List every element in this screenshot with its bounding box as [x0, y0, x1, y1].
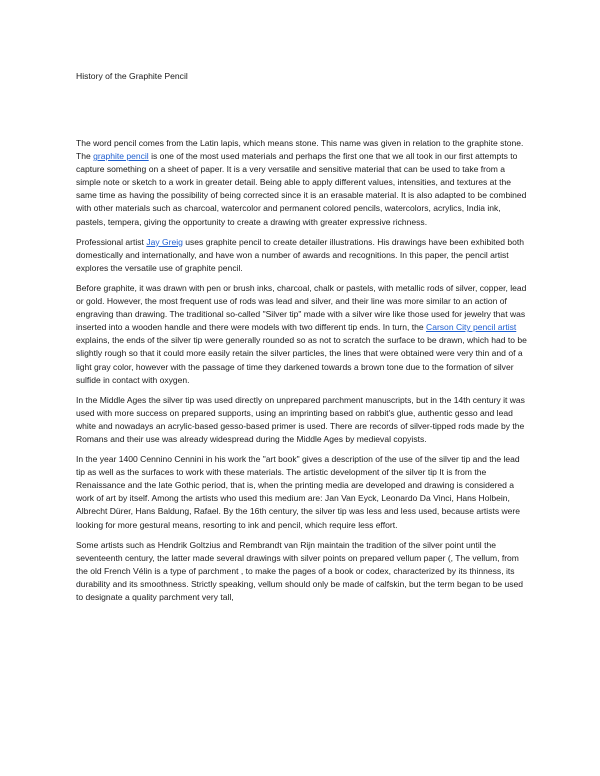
graphite-pencil-link[interactable]: graphite pencil [93, 151, 149, 162]
paragraph-2-text-before: Professional artist [76, 236, 147, 247]
paragraph-4: In the Middle Ages the silver tip was used directly on unprepared parchment manuscripts, but in the 14th century it was used with more success on prepared supports, using an imprinting based on rabbit's glue, authentic gesso and lead white and nowadays an acrylic-based gesso-based primer is used. There are records of silver-tipped rods made by the Romans and their use was already widespread during the Middle Ages by medieval copyists. [76, 394, 525, 444]
paragraph-5: In the year 1400 Cennino Cennini in his work the "art book" gives a description of the use of the silver tip and the lead tip as well as the surfaces to work with these materials. The artistic development of the silver tip It is from the Renaissance and the late Gothic period, that is, when the printing media are developed and drawing is considered a work of art by itself. Among the artists who used this medium are: Jan Van Eyck, Leonardo Da Vinci, Hans Holbein, Albrecht Dürer, Hans Baldung, Rafael. By the 16th century, the silver tip was less and less used, because artists were looking for more gestural means, resorting to ink and pencil, which require less effort. [76, 454, 521, 530]
paragraph-1-text-before: The word pencil comes from the Latin lapis, which means stone. This name was given in relation to the graphite stone. The [76, 138, 524, 162]
jay-greig-link[interactable]: Jay Greig [146, 236, 183, 247]
document-title: History of the Graphite Pencil [76, 71, 188, 81]
paragraph-1 [76, 137, 530, 229]
paragraph-6: Some artists such as Hendrik Goltzius and Rembrandt van Rijn maintain the tradition of the silver point until the seventeenth century, the latter made several drawings with silver points on prepared vellum paper (, The vellum, from the old French Vélin is a type of parchment , to make the pages of a book or codex, characterized by its thinness, its durability and its smoothness. Strictly speaking, vellum should only be made of calfskin, but the term began to be used to designate a quality parchment very tall, [76, 539, 524, 602]
paragraph-3-text-after: explains, the ends of the silver tip were generally rounded so as not to scratch the surface to be drawn, which had to be slightly rough so that it could more easily retain the silver particles, the lines that were obtained were very thin and of a light gray color, however with the passage of time they darkened towards a brown tone due to the formation of silver sulfide in contact with oxygen. [76, 335, 527, 385]
carson-city-pencil-artist-link[interactable]: Carson City pencil artist [426, 322, 517, 333]
paragraph-3 [76, 282, 530, 387]
paragraph-1-text-after: is one of the most used materials and perhaps the first one that we all took in our first attempts to capture something on a sheet of paper. It is a very versatile and sensitive material that can be used to take from a simple note or sketch to a work in greater detail. Being able to apply different values, intensities, and textures at the same time as having the possibility of being corrected since it is an erasable material. It is also adapted to be combined with other materials such as charcoal, watercolor and permanent colored pencils, watercolors, acrylics, India ink, pastels, tempera, giving the opportunity to create a drawing with greater expressive richness. [76, 151, 527, 227]
document-body [76, 137, 530, 611]
paragraph-2-text-after: uses graphite pencil to create detailer illustrations. His drawings have been exhibited both domestically and internationally, and have won a number of awards and recognitions. In this paper, the pencil artist explores the versatile use of graphite pencil. [76, 236, 525, 273]
paragraph-3-text-before: Before graphite, it was drawn with pen or brush inks, charcoal, chalk or pastels, with metallic rods of silver, copper, lead or gold. However, the most frequent use of rods was lead and silver, and their line was more similar to an action of engraving than drawing. The traditional so-called "Silver tip" made with a silver wire like those used for jewelry that was inserted into a wooden handle and there were models with two different tip ends. In turn, the [76, 282, 527, 333]
paragraph-2 [76, 236, 530, 275]
